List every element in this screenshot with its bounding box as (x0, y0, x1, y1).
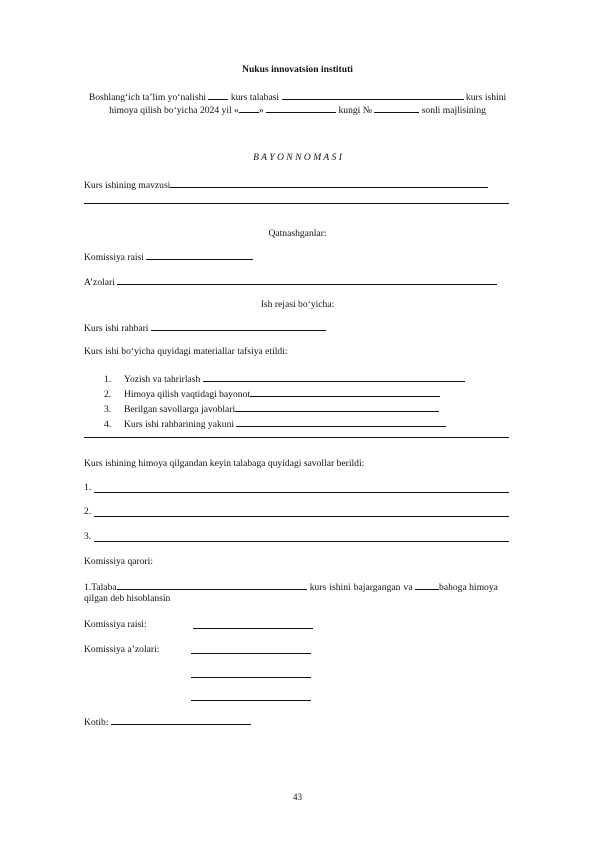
number-blank (374, 103, 419, 113)
material-text: Kurs ishi rahbarining yakuni (124, 419, 235, 430)
topic-label: Kurs ishining mavzusi (84, 180, 171, 191)
material-item-4 (104, 417, 511, 431)
chair-blank (146, 250, 253, 260)
institute-name: Nukus innovatsion instituti (242, 64, 353, 75)
supervisor-blank (151, 321, 326, 331)
intro-line2-part-2: » (258, 105, 264, 116)
material-num: 4. (104, 419, 112, 430)
material-num: 2. (104, 389, 112, 400)
document-title: B A Y O N N O M A S I (253, 152, 342, 163)
material-item-3 (104, 402, 511, 416)
question-line-2 (94, 516, 509, 517)
material-blank (250, 387, 440, 397)
student-blank (117, 580, 307, 590)
intro-line-1 (80, 90, 515, 104)
material-blank (235, 402, 439, 412)
student-name-blank (282, 90, 464, 100)
intro-line2-part-1: himoya qilish bo‘yicha 2024 yil « (109, 105, 239, 116)
decision-line-2: qilgan deb hisoblansin (84, 593, 171, 604)
chair-label: Komissiya raisi (84, 252, 144, 263)
intro-line2-part-3: kungi № (338, 105, 372, 116)
topic-blank (170, 178, 488, 188)
grade-blank (415, 580, 439, 590)
supervisor-row (84, 321, 511, 335)
page-number: 43 (293, 792, 302, 802)
supervisor-label: Kurs ishi rahbari (84, 323, 149, 334)
day-blank (239, 103, 259, 113)
question-num: 3. (84, 531, 92, 542)
secretary-row (84, 715, 511, 729)
question-num: 2. (84, 506, 92, 517)
workplan-heading: Ish rejasi bo‘yicha: (260, 299, 335, 310)
decision-row-1 (84, 580, 553, 594)
topic-row (84, 178, 511, 192)
material-num: 3. (104, 404, 112, 415)
decision-part-a: 1.Talaba (84, 582, 117, 593)
material-num: 1. (104, 374, 112, 385)
question-num: 1. (84, 482, 92, 493)
questions-intro: Kurs ishining himoya qilgandan keyin talabaga quyidagi savollar berildi: (84, 458, 365, 469)
sign-chair-line (193, 628, 313, 629)
sign-chair-row (84, 619, 511, 631)
secretary-label: Kotib: (84, 717, 109, 728)
members-blank (117, 275, 497, 285)
material-item-1 (104, 372, 511, 386)
topic-continuation-line (84, 203, 509, 204)
intro-part-2: kurs talabasi (230, 92, 280, 103)
participants-heading: Qatnashganlar: (268, 228, 327, 239)
material-item-2 (104, 387, 511, 401)
question-line-3 (94, 541, 509, 542)
intro-part-1: Boshlang‘ich ta’lim yo‘nalishi (88, 92, 207, 103)
sign-member-line-2 (191, 677, 311, 678)
material-blank (203, 372, 465, 382)
month-blank (266, 103, 336, 113)
sign-member-line-1 (191, 653, 311, 654)
reviewed-label: Kurs ishi bo‘yicha quyidagi materiallar tafsiya etildi: (84, 346, 288, 357)
sign-members-label: Komissiya a’zolari: (84, 644, 160, 655)
secretary-blank (111, 715, 251, 725)
materials-continuation-line (84, 437, 509, 438)
decision-part-b: kurs ishini bajargangan va (309, 582, 413, 593)
decision-part-c: bahoga himoya (439, 582, 498, 593)
question-line-1 (94, 492, 509, 493)
material-blank (236, 417, 446, 427)
sign-member-line-3 (191, 700, 311, 701)
members-label: A’zolari (84, 277, 115, 288)
course-blank (208, 90, 228, 100)
intro-part-3: kurs ishini (465, 92, 507, 103)
material-text: Himoya qilish vaqtidagi bayonot (124, 389, 251, 400)
sign-members-row (84, 644, 511, 656)
sign-chair-label: Komissiya raisi: (84, 619, 147, 630)
material-text: Berilgan savollarga javoblari (124, 404, 236, 415)
chair-row (84, 250, 511, 264)
members-row (84, 275, 511, 289)
intro-line-2 (84, 103, 511, 117)
intro-line2-part-4: sonli majlisining (421, 105, 486, 116)
material-text: Yozish va tahrirlash (124, 374, 201, 385)
decision-label: Komissiya qarori: (84, 556, 154, 567)
